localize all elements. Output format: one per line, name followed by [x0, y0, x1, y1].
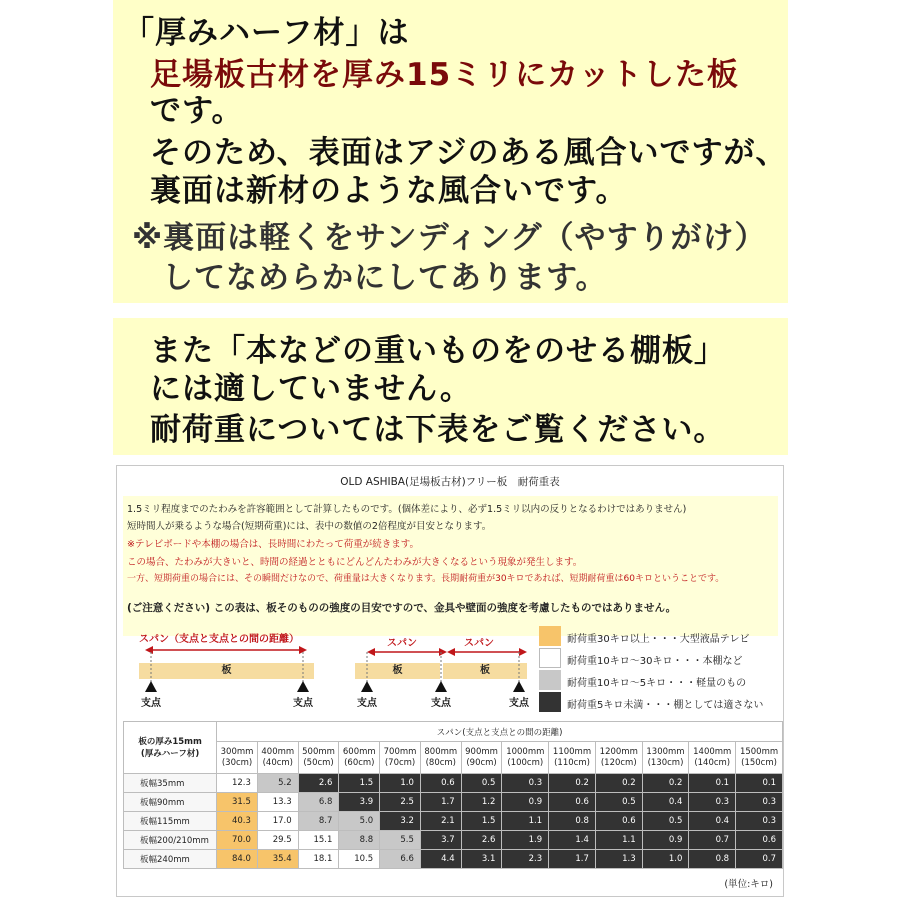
span-label-a: スパン: [387, 638, 417, 649]
table-cell: 0.7: [736, 850, 783, 869]
table-cell: 5.2: [257, 774, 298, 793]
span-column-header: 1500mm (150cm): [736, 742, 783, 774]
span-column-header: 1100mm (110cm): [549, 742, 596, 774]
table-cell: 10.5: [339, 850, 380, 869]
table-cell: 31.5: [217, 793, 258, 812]
row-label: 板幅90mm: [124, 793, 217, 812]
table-cell: 0.3: [689, 793, 736, 812]
note-5: 一方、短期荷重の場合には、その瞬間だけなので、荷重量は大きくなります。長期耐荷重が30キロであれば、短期耐荷重は60キロということです。: [127, 574, 725, 584]
table-cell: 1.4: [549, 831, 596, 850]
table-cell: 0.5: [595, 793, 642, 812]
table-cell: 6.8: [298, 793, 339, 812]
table-cell: 29.5: [257, 831, 298, 850]
table-cell: 1.0: [380, 774, 421, 793]
legend-label: 耐荷重30キロ以上・・・大型液晶テレビ: [567, 634, 750, 645]
span-column-header: 800mm (80cm): [420, 742, 461, 774]
legend-swatch: [539, 670, 561, 690]
table-cell: 3.1: [461, 850, 502, 869]
span-column-header: 400mm (40cm): [257, 742, 298, 774]
table-cell: 15.1: [298, 831, 339, 850]
row-label: 板幅200/210mm: [124, 831, 217, 850]
load-table-section: [116, 465, 784, 897]
table-cell: 13.3: [257, 793, 298, 812]
table-cell: 1.5: [461, 812, 502, 831]
span-label-b: スパン: [464, 638, 494, 649]
table-cell: 5.5: [380, 831, 421, 850]
table-cell: 0.9: [502, 793, 549, 812]
span-column-header: 500mm (50cm): [298, 742, 339, 774]
table-cell: 1.5: [339, 774, 380, 793]
fulcrum-label: 支点: [431, 698, 451, 709]
fulcrum-icon: [361, 681, 373, 692]
table-cell: 0.5: [461, 774, 502, 793]
table-cell: 3.9: [339, 793, 380, 812]
table-cell: 12.3: [217, 774, 258, 793]
table-cell: 70.0: [217, 831, 258, 850]
table-cell: 0.3: [736, 812, 783, 831]
table-row: [124, 774, 783, 793]
fulcrum-label: 支点: [141, 698, 161, 709]
support-guides-left: [139, 652, 319, 692]
fulcrum-label: 支点: [293, 698, 313, 709]
fulcrum-icon: [435, 681, 447, 692]
table-cell: 0.4: [642, 793, 689, 812]
row-label: 板幅240mm: [124, 850, 217, 869]
span-column-header: 1200mm (120cm): [595, 742, 642, 774]
table-cell: 17.0: [257, 812, 298, 831]
table-row: [124, 793, 783, 812]
table-cell: 35.4: [257, 850, 298, 869]
caution-note: (ご注意ください) この表は、板そのものの強度の目安ですので、金具や壁面の強度を考慮したものではありません。: [127, 602, 677, 614]
intro-line-6: ※裏面は軽くをサンディング（やすりがけ）: [132, 220, 767, 256]
table-cell: 0.1: [736, 774, 783, 793]
table-cell: 2.6: [461, 831, 502, 850]
table-cell: 0.6: [736, 831, 783, 850]
table-cell: 1.0: [642, 850, 689, 869]
legend-swatch: [539, 648, 561, 668]
span-column-header: 1400mm (140cm): [689, 742, 736, 774]
intro-line-1: 「厚みハーフ材」は: [123, 15, 410, 51]
plank-double-a: 板: [355, 663, 440, 679]
table-cell: 1.7: [420, 793, 461, 812]
table-cell: 1.1: [502, 812, 549, 831]
fulcrum-icon: [297, 681, 309, 692]
span-column-header: 1300mm (130cm): [642, 742, 689, 774]
note-1: 1.5ミリ程度までのたわみを許容範囲として計算したものです。(個体差により、必ず1.5ミリ以内の反りとなるわけではありません): [127, 504, 687, 515]
fulcrum-icon: [513, 681, 525, 692]
table-cell: 1.1: [595, 831, 642, 850]
load-capacity-table: [123, 721, 783, 869]
table-cell: 0.3: [502, 774, 549, 793]
table-cell: 0.2: [595, 774, 642, 793]
table-title: OLD ASHIBA(足場板古材)フリー板 耐荷重表: [340, 476, 560, 488]
table-cell: 0.9: [642, 831, 689, 850]
table-row: [124, 850, 783, 869]
table-cell: 0.2: [642, 774, 689, 793]
warning-line-1: また「本などの重いものをのせる棚板」: [150, 333, 726, 369]
table-cell: 0.8: [689, 850, 736, 869]
table-cell: 84.0: [217, 850, 258, 869]
table-cell: 8.7: [298, 812, 339, 831]
intro-line-7: してなめらかにしてあります。: [162, 260, 608, 296]
table-row: [124, 831, 783, 850]
table-cell: 3.2: [380, 812, 421, 831]
intro-line-4: そのため、表面はアジのある風合いですが、: [150, 135, 788, 171]
span-header: スパン(支点と支点との間の距離): [217, 722, 783, 742]
note-4: この場合、たわみが大きいと、時間の経過とともにどんどんたわみが大きくなるという現象が発生します。: [127, 557, 583, 568]
legend-label: 耐荷重10キロ～30キロ・・・本棚など: [567, 656, 743, 667]
fulcrum-icon: [145, 681, 157, 692]
plank-single: 板: [139, 663, 314, 679]
row-label: 板幅115mm: [124, 812, 217, 831]
legend-swatch: [539, 692, 561, 712]
table-cell: 0.8: [549, 812, 596, 831]
warning-line-3: 耐荷重については下表をご覧ください。: [150, 412, 726, 448]
fulcrum-label: 支点: [357, 698, 377, 709]
table-cell: 8.8: [339, 831, 380, 850]
row-label: 板幅35mm: [124, 774, 217, 793]
intro-line-3: です。: [150, 93, 244, 129]
span-column-header: 900mm (90cm): [461, 742, 502, 774]
table-cell: 0.2: [549, 774, 596, 793]
table-cell: 4.4: [420, 850, 461, 869]
note-2: 短時間人が乗るような場合(短期荷重)には、表中の数値の2倍程度が目安となります。: [127, 521, 492, 532]
span-label-main: スパン（支点と支点との間の距離）: [139, 634, 299, 645]
legend-label: 耐荷重10キロ～5キロ・・・軽量のもの: [567, 678, 747, 689]
table-cell: 40.3: [217, 812, 258, 831]
table-cell: 0.3: [736, 793, 783, 812]
notes-panel: [123, 496, 778, 636]
table-cell: 0.1: [689, 774, 736, 793]
fulcrum-label: 支点: [509, 698, 529, 709]
table-cell: 2.6: [298, 774, 339, 793]
table-cell: 0.6: [420, 774, 461, 793]
span-column-header: 300mm (30cm): [217, 742, 258, 774]
table-cell: 6.6: [380, 850, 421, 869]
span-column-header: 1000mm (100cm): [502, 742, 549, 774]
unit-label: (単位:キロ): [724, 879, 773, 890]
table-cell: 1.7: [549, 850, 596, 869]
legend-swatch: [539, 626, 561, 646]
table-cell: 3.7: [420, 831, 461, 850]
table-cell: 1.2: [461, 793, 502, 812]
table-cell: 0.4: [689, 812, 736, 831]
legend-label: 耐荷重5キロ未満・・・棚としては適さない: [567, 700, 764, 711]
table-cell: 1.3: [595, 850, 642, 869]
plank-double-b: 板: [443, 663, 527, 679]
span-column-header: 700mm (70cm): [380, 742, 421, 774]
table-cell: 18.1: [298, 850, 339, 869]
table-cell: 0.5: [642, 812, 689, 831]
table-cell: 2.1: [420, 812, 461, 831]
table-cell: 1.9: [502, 831, 549, 850]
table-corner: 板の厚み15mm (厚みハーフ材): [124, 722, 217, 774]
warning-line-2: には適していません。: [150, 371, 472, 407]
note-3: ※テレビボードや本棚の場合は、長時間にわたって荷重が続きます。: [127, 539, 420, 550]
intro-line-2: 足場板古材を厚み15ミリにカットした板: [150, 57, 739, 93]
table-cell: 2.3: [502, 850, 549, 869]
table-cell: 5.0: [339, 812, 380, 831]
table-cell: 2.5: [380, 793, 421, 812]
span-column-header: 600mm (60cm): [339, 742, 380, 774]
table-cell: 0.7: [689, 831, 736, 850]
table-row: [124, 812, 783, 831]
table-cell: 0.6: [595, 812, 642, 831]
intro-line-5: 裏面は新材のような風合いです。: [150, 173, 628, 209]
table-cell: 0.6: [549, 793, 596, 812]
